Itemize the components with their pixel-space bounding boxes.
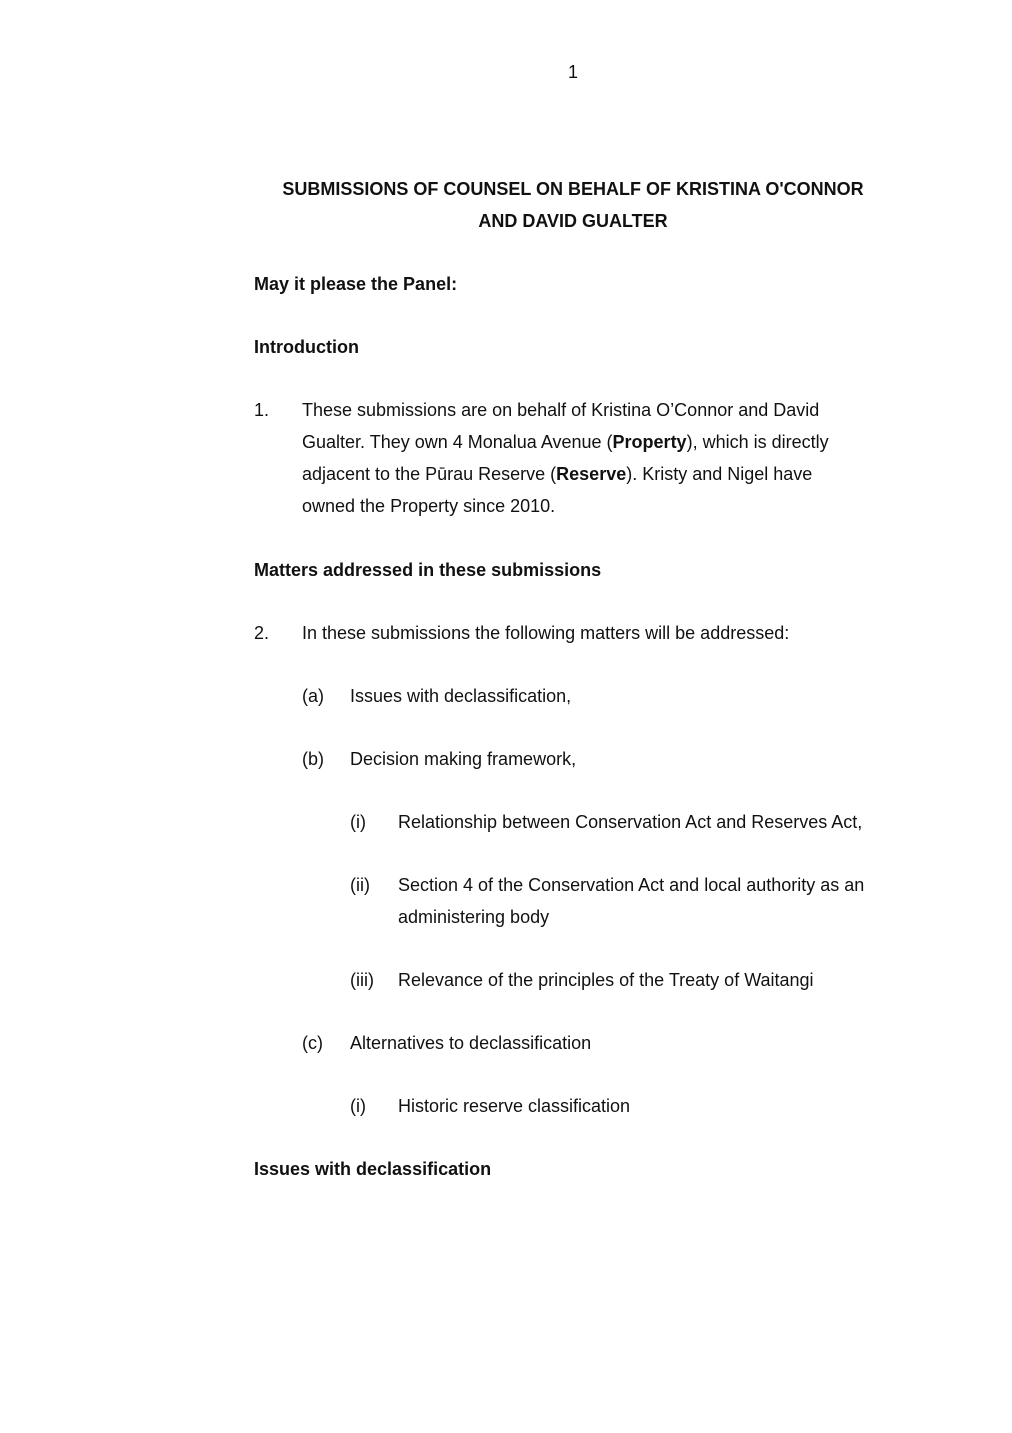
item-b-ii-marker: (ii) [350,875,370,895]
item-b-i-text: Relationship between Conservation Act and Reserves Act, [398,812,863,832]
item-c-i-text: Historic reserve classification [398,1096,631,1116]
item-b-text: Decision making framework, [350,749,577,769]
paragraph-1-line-4: owned the Property since 2010. [302,496,556,516]
heading-introduction: Introduction [254,337,359,357]
heading-issues-with-declassification: Issues with declassification [254,1159,492,1179]
salutation: May it please the Panel: [254,274,458,294]
page-number: 1 [567,62,578,82]
item-c-text: Alternatives to declassification [350,1033,592,1053]
item-b-ii-line-1: Section 4 of the Conservation Act and local authority as an [398,875,865,895]
item-b-ii-line-2: administering body [398,907,550,927]
paragraph-2-number: 2. [254,623,270,643]
paragraph-2-text: In these submissions the following matters will be addressed: [302,623,790,643]
item-b-iii-text: Relevance of the principles of the Treaty of Waitangi [398,970,814,990]
document-title-line-1: SUBMISSIONS OF COUNSEL ON BEHALF OF KRISTINA O'CONNOR [282,179,864,199]
item-b-iii-marker: (iii) [350,970,374,990]
item-c-i-marker: (i) [350,1096,366,1116]
paragraph-1-number: 1. [254,400,270,420]
defined-term-reserve: Reserve [556,464,627,484]
document-title-line-2: AND DAVID GUALTER [478,211,668,231]
paragraph-1-line-3: adjacent to the Pūrau Reserve (Reserve). Kristy and Nigel have [302,464,813,484]
item-c-marker: (c) [302,1033,323,1053]
heading-matters-addressed: Matters addressed in these submissions [254,560,602,580]
defined-term-property: Property [612,432,687,452]
item-b-i-marker: (i) [350,812,366,832]
item-b-marker: (b) [302,749,324,769]
paragraph-1-line-1: These submissions are on behalf of Kristina O’Connor and David [302,400,820,420]
item-a-marker: (a) [302,686,324,706]
paragraph-1-line-2: Gualter. They own 4 Monalua Avenue (Property), which is directly [302,432,829,452]
item-a-text: Issues with declassification, [350,686,572,706]
